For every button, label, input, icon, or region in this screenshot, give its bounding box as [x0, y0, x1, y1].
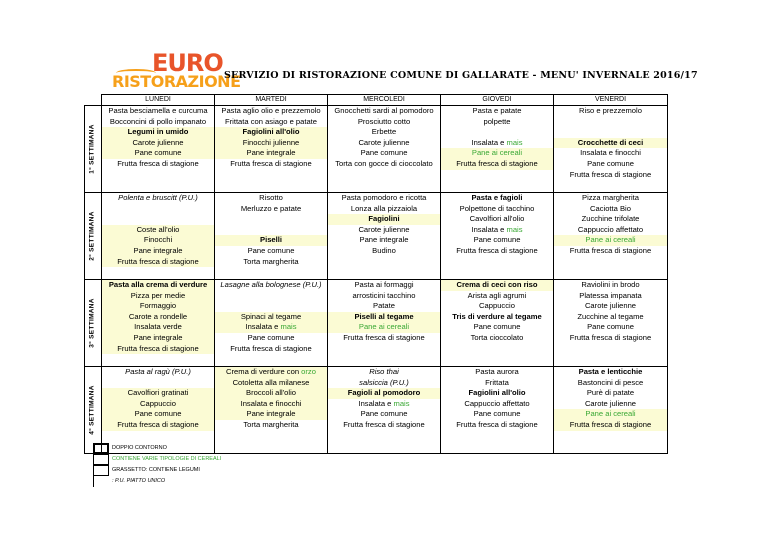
menu-line-text: Insalata e	[471, 137, 507, 147]
menu-line-text: Lasagne alla bolognese (P.U.)	[220, 280, 322, 289]
menu-line	[441, 225, 553, 236]
menu-cell	[554, 367, 668, 454]
menu-line-text: Cavolfiori all'olio	[469, 214, 525, 224]
menu-line-text: Crocchette di ceci	[577, 137, 644, 147]
menu-line-text: Pizza margherita	[582, 193, 639, 202]
menu-line-text: Frutta fresca di stagione	[456, 419, 538, 429]
menu-line	[102, 159, 214, 170]
menu-line-text: Platessa impanata	[579, 290, 642, 300]
menu-line-text: Arista agli agrumi	[467, 290, 527, 300]
menu-line	[102, 291, 214, 302]
menu-line	[554, 301, 667, 312]
menu-line-text: Zucchine trifolate	[581, 214, 640, 224]
menu-line	[554, 106, 667, 117]
menu-line-text: Gnocchetti sardi al pomodoro	[334, 106, 434, 115]
menu-line	[554, 193, 667, 204]
menu-line-text: Pizza per medie	[130, 290, 186, 300]
menu-line-text: Torta con gocce di cioccolato	[335, 158, 433, 168]
menu-line	[215, 301, 327, 312]
menu-line	[328, 280, 440, 291]
menu-cell	[102, 280, 215, 367]
menu-line	[441, 138, 553, 149]
week-label-cell	[85, 367, 102, 454]
menu-line	[554, 409, 667, 420]
menu-line	[102, 399, 214, 410]
menu-line	[215, 246, 327, 257]
menu-line	[102, 409, 214, 420]
menu-line	[328, 399, 440, 410]
menu-line-text: Budino	[372, 245, 396, 255]
menu-line-text: Piselli al tegame	[354, 311, 414, 321]
menu-line	[554, 378, 667, 389]
week-label: 1° SETTIMANA	[88, 124, 96, 174]
menu-cell	[554, 280, 668, 367]
menu-line	[554, 291, 667, 302]
menu-line	[215, 257, 327, 268]
menu-line-text: Fagiolini all'olio	[242, 127, 300, 137]
menu-line-text: Risotto	[259, 193, 283, 202]
menu-line	[215, 312, 327, 323]
menu-line	[215, 409, 327, 420]
menu-line	[554, 333, 667, 344]
menu-line-text: Pasta aglio olio e prezzemolo	[221, 106, 321, 115]
menu-line-text: Frutta fresca di stagione	[343, 419, 425, 429]
menu-line	[554, 388, 667, 399]
menu-line-text: Insalata e finocchi	[580, 148, 641, 158]
week-label: 3° SETTIMANA	[88, 298, 96, 348]
menu-line	[102, 333, 214, 344]
menu-line-text: Pasta e fagioli	[471, 193, 523, 202]
menu-line	[102, 420, 214, 431]
menu-line	[328, 117, 440, 128]
menu-line	[441, 301, 553, 312]
menu-line-text: arrosticini tacchino	[352, 290, 416, 300]
menu-line-text: Pane comune	[587, 322, 634, 332]
menu-line	[102, 204, 214, 215]
menu-line	[328, 367, 440, 378]
menu-line	[554, 204, 667, 215]
menu-line	[441, 333, 553, 344]
menu-line-text: Insalata e	[471, 224, 507, 234]
menu-line	[441, 312, 553, 323]
menu-line	[554, 127, 667, 138]
menu-line	[215, 117, 327, 128]
cereal-word: mais	[506, 224, 523, 234]
header-row	[85, 95, 668, 106]
menu-line	[554, 235, 667, 246]
menu-line	[328, 235, 440, 246]
menu-line-text: Finocchi julienne	[242, 137, 300, 147]
menu-cell	[554, 106, 668, 193]
menu-line	[215, 378, 327, 389]
menu-line	[328, 291, 440, 302]
menu-line-text: Carote julienne	[584, 301, 637, 311]
menu-line-text: Pane comune	[473, 235, 521, 245]
menu-line	[328, 106, 440, 117]
menu-line-text: Carote a rondelle	[128, 311, 188, 321]
menu-line	[441, 127, 553, 138]
menu-line	[554, 280, 667, 291]
menu-line	[328, 409, 440, 420]
menu-line	[554, 312, 667, 323]
week-row	[85, 193, 668, 280]
logo-ristorazione-text: RISTORAZIONE	[112, 72, 241, 91]
menu-line-text: Carote julienne	[132, 137, 184, 147]
menu-line-text: Legumi in umido	[127, 127, 189, 137]
menu-line-text: Pane integrale	[133, 332, 183, 342]
menu-line	[441, 235, 553, 246]
menu-line	[215, 138, 327, 149]
menu-line-text: Cavolfiori gratinati	[127, 388, 189, 398]
menu-line	[102, 301, 214, 312]
menu-line-text: Frutta fresca di stagione	[569, 245, 652, 255]
menu-line	[215, 367, 327, 378]
menu-line	[441, 291, 553, 302]
menu-line-text: Raviolini in brodo	[581, 280, 640, 289]
menu-cell	[215, 367, 328, 454]
logo-euro-text: EURO	[152, 49, 223, 77]
menu-line-text: Pasta al ragù (P.U.)	[125, 367, 191, 376]
menu-line	[215, 280, 327, 291]
menu-line-text: Pane comune	[247, 332, 295, 342]
menu-line	[441, 204, 553, 215]
menu-line-text: Pane integrale	[246, 148, 296, 158]
menu-line-text: Frutta fresca di stagione	[117, 256, 199, 266]
menu-cell	[215, 106, 328, 193]
legend-swatch-double-border	[93, 443, 109, 454]
menu-line	[102, 388, 214, 399]
menu-line	[554, 367, 667, 378]
menu-line-text: Pane comune	[247, 245, 295, 255]
menu-line	[554, 399, 667, 410]
menu-line-text: Cappuccio	[479, 301, 515, 311]
legend-swatch-cereals	[93, 454, 109, 465]
menu-line	[102, 312, 214, 323]
menu-line	[215, 204, 327, 215]
menu-line-text: Pane integrale	[246, 409, 296, 419]
menu-line-text: Zucchine al tegame	[577, 311, 644, 321]
menu-line	[328, 148, 440, 159]
menu-line-text: Polpettone di tacchino	[459, 203, 535, 213]
menu-line	[441, 378, 553, 389]
menu-line	[441, 159, 553, 170]
legend-swatch-legumes	[93, 465, 109, 476]
menu-line	[215, 388, 327, 399]
menu-line-text: Pane comune	[587, 158, 634, 168]
menu-line	[328, 193, 440, 204]
menu-cell	[554, 193, 668, 280]
menu-line-text: Frutta fresca di stagione	[230, 158, 312, 168]
menu-cell	[215, 280, 328, 367]
menu-line-text: Pane ai cereali	[585, 409, 636, 419]
menu-line	[328, 333, 440, 344]
menu-line-text: Broccoli all'olio	[246, 388, 296, 398]
menu-line-text: Frutta fresca di stagione	[343, 332, 425, 342]
menu-line-text: Frutta fresca di stagione	[117, 419, 199, 429]
menu-line-text: Crema di verdure con	[226, 367, 302, 376]
menu-line-text: Finocchi	[143, 235, 173, 245]
menu-line	[215, 344, 327, 355]
menu-line-text: Caciotta Bio	[590, 203, 631, 213]
menu-line-text: Pane comune	[134, 409, 182, 419]
menu-line	[102, 246, 214, 257]
legend-text: : P.U. PIATTO UNICO	[112, 478, 166, 484]
cereal-word: mais	[506, 137, 523, 147]
menu-cell	[102, 193, 215, 280]
menu-line	[328, 225, 440, 236]
menu-line-text: Cotoletta alla milanese	[232, 377, 310, 387]
menu-cell	[328, 367, 441, 454]
menu-line	[102, 280, 214, 291]
menu-line	[102, 138, 214, 149]
legend-swatch-single-dish	[93, 476, 109, 487]
menu-line-text: Lonza alla pizzaiola	[350, 203, 418, 213]
day-header: MERCOLEDI	[328, 95, 441, 106]
menu-line-text: Torta cioccolato	[470, 332, 524, 342]
menu-line	[328, 388, 440, 399]
menu-line	[102, 378, 214, 389]
menu-line	[215, 159, 327, 170]
week-row	[85, 367, 668, 454]
menu-line	[102, 367, 214, 378]
menu-line	[441, 388, 553, 399]
menu-line-text: Riso e prezzemolo	[579, 106, 642, 115]
menu-line	[441, 117, 553, 128]
menu-line-text: Bocconcini di pollo impanato	[109, 116, 207, 126]
menu-line	[554, 159, 667, 170]
menu-line-text: Purè di patate	[586, 388, 635, 398]
menu-line	[215, 399, 327, 410]
menu-line	[102, 344, 214, 355]
menu-line	[328, 301, 440, 312]
menu-line-text: Pane ai cereali	[471, 148, 523, 158]
menu-line	[102, 257, 214, 268]
menu-line-text: Pane comune	[473, 409, 521, 419]
day-header: MARTEDI	[215, 95, 328, 106]
cereal-word: mais	[393, 398, 410, 408]
menu-line	[102, 117, 214, 128]
menu-line-text: Frutta fresca di stagione	[456, 245, 538, 255]
menu-line	[102, 225, 214, 236]
menu-line-text: Piselli	[260, 235, 282, 245]
menu-line	[328, 420, 440, 431]
menu-line-text: Pasta alla crema di verdure	[108, 280, 208, 289]
menu-line-text: Frittata con asiago e patate	[224, 116, 318, 126]
menu-line	[102, 193, 214, 204]
menu-line-text: Frutta fresca di stagione	[230, 343, 312, 353]
menu-line	[215, 148, 327, 159]
menu-line	[441, 322, 553, 333]
menu-cell	[328, 106, 441, 193]
menu-line	[328, 127, 440, 138]
menu-line	[215, 193, 327, 204]
menu-line-text: Frutta fresca di stagione	[456, 158, 538, 168]
menu-line	[215, 235, 327, 246]
euro-ristorazione-logo	[112, 49, 241, 93]
page-title: SERVIZIO DI RISTORAZIONE COMUNE DI GALLARATE - MENU' INVERNALE 2016/17	[224, 70, 698, 81]
menu-cell	[102, 367, 215, 454]
menu-line-text: Pasta e patate	[472, 106, 522, 115]
menu-line-text: Erbette	[371, 127, 397, 137]
menu-line-text: Patate	[373, 301, 395, 311]
menu-line	[328, 312, 440, 323]
menu-line-text: Pasta pomodoro e ricotta	[341, 193, 427, 202]
menu-line-text: Pane integrale	[133, 245, 183, 255]
week-label: 2° SETTIMANA	[88, 211, 96, 261]
week-row	[85, 280, 668, 367]
menu-line-text: Coste all'olio	[136, 224, 180, 234]
menu-line-text: Frutta fresca di stagione	[569, 169, 652, 179]
day-header: GIOVEDI	[441, 95, 554, 106]
menu-line	[102, 127, 214, 138]
legend-text: CONTIENE VARIE TIPOLOGIE DI CEREALI	[112, 456, 222, 462]
menu-line-text: Insalata verde	[134, 322, 182, 332]
menu-line-text: Frutta fresca di stagione	[569, 332, 652, 342]
menu-line	[215, 106, 327, 117]
menu-line-text: Insalata e	[245, 322, 281, 332]
menu-line-text: Pane ai cereali	[585, 235, 636, 245]
menu-line	[554, 214, 667, 225]
menu-line	[554, 420, 667, 431]
menu-line-text: Pane comune	[473, 322, 521, 332]
menu-line	[441, 399, 553, 410]
menu-line	[102, 214, 214, 225]
menu-line-text: salsiccia (P.U.)	[359, 377, 409, 387]
menu-line	[328, 214, 440, 225]
menu-line-text: Frittata	[485, 377, 509, 387]
menu-line-text: Carote julienne	[358, 137, 410, 147]
menu-cell	[102, 106, 215, 193]
menu-line-text: Pane ai cereali	[358, 322, 410, 332]
menu-line-text: Crema di ceci con riso	[456, 280, 538, 289]
menu-line	[441, 246, 553, 257]
menu-line	[441, 148, 553, 159]
menu-line	[102, 148, 214, 159]
corner-cell	[85, 95, 102, 106]
menu-cell	[441, 280, 554, 367]
menu-line	[441, 367, 553, 378]
menu-line	[215, 225, 327, 236]
menu-line-text: Torta margherita	[243, 419, 299, 429]
menu-line-text: Tris di verdure al tegame	[452, 311, 542, 321]
menu-line-text: Bastoncini di pesce	[577, 377, 644, 387]
day-header: VENERDI	[554, 95, 668, 106]
legend-text: GRASSETTO: CONTIENE LEGUMI	[112, 467, 200, 473]
menu-line	[554, 246, 667, 257]
menu-line-text: Spinaci al tegame	[240, 311, 302, 321]
menu-line	[441, 409, 553, 420]
menu-line	[328, 378, 440, 389]
menu-cell	[441, 367, 554, 454]
menu-line	[441, 420, 553, 431]
menu-line	[328, 204, 440, 215]
menu-line-text: Pane comune	[134, 148, 182, 158]
menu-line-text: Insalata e finocchi	[240, 398, 302, 408]
menu-line	[215, 291, 327, 302]
menu-table	[84, 94, 668, 454]
menu-line	[554, 225, 667, 236]
menu-line	[554, 117, 667, 128]
menu-line	[441, 214, 553, 225]
menu-line	[554, 170, 667, 181]
legend-text: DOPPIO CONTORNO	[112, 445, 167, 451]
week-label-cell	[85, 193, 102, 280]
menu-line-text: Polenta e bruscitt (P.U.)	[118, 193, 198, 202]
menu-line-text: Cappuccio affettato	[577, 224, 644, 234]
menu-line-text: Merluzzo e patate	[240, 203, 302, 213]
cereal-word: mais	[280, 322, 297, 332]
menu-line	[215, 333, 327, 344]
menu-line-text: Insalata e	[358, 398, 394, 408]
menu-cell	[441, 106, 554, 193]
menu-line-text: Frutta fresca di stagione	[117, 158, 199, 168]
week-label-cell	[85, 280, 102, 367]
menu-cell	[328, 280, 441, 367]
cereal-word: orzo	[301, 367, 316, 376]
menu-line-text: Riso thai	[369, 367, 399, 376]
menu-line	[441, 106, 553, 117]
menu-line-text: Prosciutto cotto	[357, 116, 411, 126]
menu-line	[215, 322, 327, 333]
menu-line-text: polpette	[483, 116, 511, 126]
menu-line	[328, 138, 440, 149]
menu-line	[328, 246, 440, 257]
week-row	[85, 106, 668, 193]
menu-line-text: Pasta e lenticchie	[578, 367, 643, 376]
menu-line-text: Carote julienne	[584, 398, 637, 408]
menu-line-text: Frutta fresca di stagione	[569, 419, 652, 429]
menu-cell	[215, 193, 328, 280]
menu-line	[215, 214, 327, 225]
menu-line-text: Fagiolini	[368, 214, 400, 224]
menu-line	[328, 322, 440, 333]
menu-line	[215, 420, 327, 431]
menu-line	[441, 193, 553, 204]
menu-line	[102, 235, 214, 246]
week-label-cell	[85, 106, 102, 193]
menu-line	[102, 106, 214, 117]
menu-line	[554, 322, 667, 333]
menu-line	[328, 159, 440, 170]
menu-line-text: Formaggio	[139, 301, 177, 311]
menu-line-text: Frutta fresca di stagione	[117, 343, 199, 353]
menu-line	[554, 138, 667, 149]
menu-line	[441, 280, 553, 291]
menu-cell	[441, 193, 554, 280]
week-label: 4° SETTIMANA	[88, 385, 96, 435]
menu-line-text: Pane comune	[360, 409, 408, 419]
menu-line-text: Torta margherita	[243, 256, 299, 266]
menu-line-text: Fagioli al pomodoro	[347, 388, 421, 398]
menu-line-text: Pasta aurora	[475, 367, 519, 376]
menu-line	[215, 127, 327, 138]
menu-line-text: Fagiolini all'olio	[468, 388, 526, 398]
day-header: LUNEDI	[102, 95, 215, 106]
menu-line-text: Pane integrale	[359, 235, 409, 245]
menu-line-text: Pasta besciamella e curcuma	[108, 106, 208, 115]
menu-cell	[328, 193, 441, 280]
menu-line	[554, 148, 667, 159]
menu-line-text: Cappuccio	[140, 398, 176, 408]
menu-line	[102, 322, 214, 333]
menu-line-text: Pane comune	[360, 148, 408, 158]
menu-line-text: Cappuccio affettato	[464, 398, 530, 408]
menu-line-text: Carote julienne	[358, 224, 410, 234]
menu-line-text: Pasta ai formaggi	[354, 280, 414, 289]
